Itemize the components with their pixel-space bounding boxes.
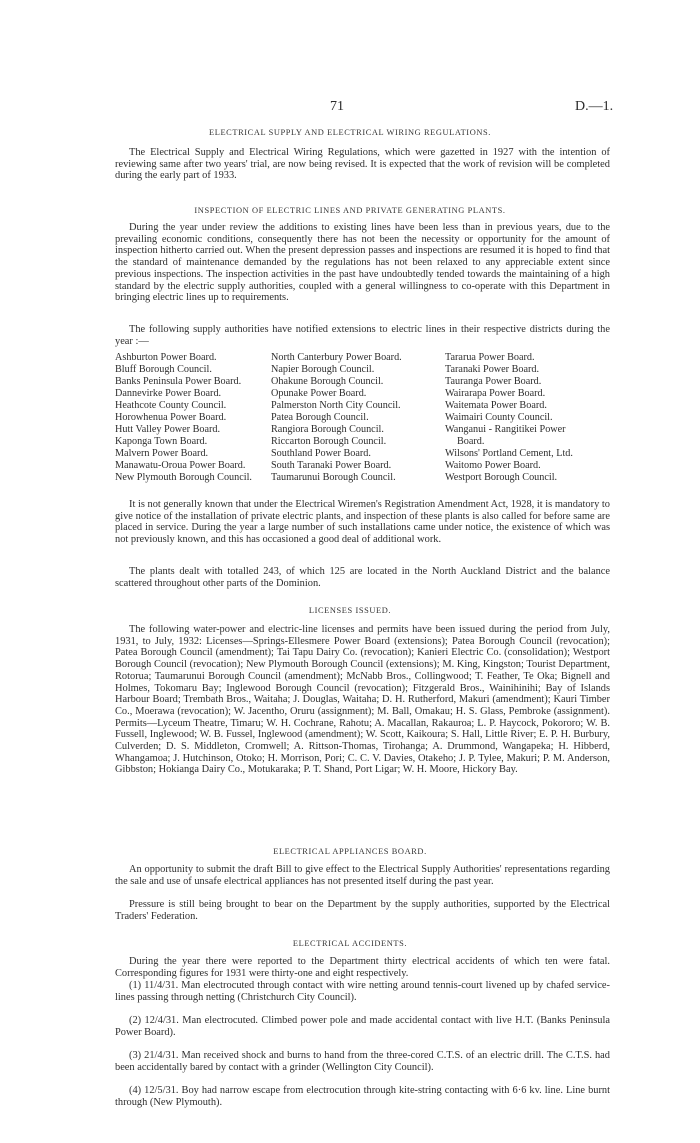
heading-accidents: ELECTRICAL ACCIDENTS. — [292, 939, 408, 948]
authority-item: Hutt Valley Power Board. — [115, 424, 221, 436]
heading-licenses: LICENSES ISSUED. — [308, 606, 392, 615]
paragraph-text: The Electrical Supply and Electrical Wiring Regulations, which were gazetted in 1927 with the intention of reviewing same after two years' trial, are now being revised. It is expected that the work of revision will be completed during the early part of 1933. — [115, 147, 610, 182]
paragraph-text: During the year there were reported to the Department thirty electrical accidents of which ten were fatal. Corresponding figures for 1931 were thirty-one and eight respectively. — [115, 956, 610, 979]
paragraph-inspection-2 — [115, 324, 610, 347]
paragraph-text: (1) 11/4/31. Man electrocuted through contact with wire netting around tennis-court livened up by chafed service-lines passing through netting (Christchurch City Council). — [115, 980, 610, 1003]
authority-item: Rangiora Borough Council. — [271, 424, 384, 436]
authority-item: Westport Borough Council. — [445, 472, 558, 484]
accident-item — [115, 980, 610, 1003]
authority-item: Southland Power Board. — [271, 448, 371, 460]
accident-item — [115, 1085, 610, 1108]
authority-item: Napier Borough Council. — [271, 364, 375, 376]
authority-item: Opunake Power Board. — [271, 388, 367, 400]
authority-item: Waimairi County Council. — [445, 412, 553, 424]
authority-item: Waitomo Power Board. — [445, 460, 541, 472]
paragraph-inspection-3 — [115, 499, 610, 546]
authorities-column-1 — [115, 352, 275, 485]
document-code: D.—1. — [575, 99, 614, 114]
authority-item: Wanganui - Rangitikei Power — [445, 424, 566, 436]
paragraph-text: The plants dealt with totalled 243, of which 125 are located in the North Auckland District and the balance scattered throughout other parts of the Dominion. — [115, 566, 610, 589]
paragraph-text: (3) 21/4/31. Man received shock and burns to hand from the three-cored C.T.S. of an electric drill. The C.T.S. had been accidentally bared by contact with a grinder (Wellington City Council). — [115, 1050, 610, 1073]
paragraph-text: (2) 12/4/31. Man electrocuted. Climbed power pole and made accidental contact with live H.T. (Banks Peninsula Power Board). — [115, 1015, 610, 1038]
authority-item: Bluff Borough Council. — [115, 364, 212, 376]
paragraph-text: It is not generally known that under the Electrical Wiremen's Registration Amendment Act, 1928, it is mandatory to give notice of the installation of private electric plants, and inspection of these plants is also called for before same are placed in service. During the year a large number of such installations came under notice, the existence of which was not previously known, and this has occasioned a good deal of additional work. — [115, 499, 610, 546]
accident-item — [115, 1015, 610, 1038]
authority-item: Waitemata Power Board. — [445, 400, 547, 412]
authority-item: Palmerston North City Council. — [271, 400, 401, 412]
authority-item: South Taranaki Power Board. — [271, 460, 392, 472]
heading-wiring-regulations: ELECTRICAL SUPPLY AND ELECTRICAL WIRING REGULATIONS. — [209, 128, 491, 137]
authority-item: Manawatu-Oroua Power Board. — [115, 460, 246, 472]
authority-item: Tauranga Power Board. — [445, 376, 542, 388]
authority-item-continued: Board. — [457, 436, 485, 448]
page-number: 71 — [330, 99, 344, 114]
paragraph-appliances-2 — [115, 899, 610, 922]
paragraph-text: The following water-power and electric-line licenses and permits have been issued during the period from July, 1931, to July, 1932: Licenses—Springs-Ellesmere Power Board (extensions); Patea Borough Council (revocation); Patea Borough Council (amendment); Tai Tapu Dairy Co. (revocation); Kanieri Electric Co. (consolidation); Westport Borough Council (revocation); New Plymouth Borough Council (extensions); M. King, Kingston; Tourist Department, Rotorua; Taumarunui Borough Council (amendment); McNabb Bros., Collingwood; T. Feather, Te Oka; Bignell and Holmes, Tokomaru Bay; Inglewood Borough Council (revocation); Fitzgerald Bros., Wainihinihi; Bay of Islands Harbour Board; Trembath Bros., Waitaha; J. Douglas, Waitaha; D. H. Rutherford, Makuri (amendment); Kauri Timber Co., Moerawa (revocation); W. Jacentho, Oruru (assignment); M. Ball, Omakau; H. S. Glass, Pembroke (assignment). Permits—Lyceum Theatre, Timaru; W. H. Cochrane, Rahotu; A. Macallan, Rakauroa; L. P. Haycock, Pokororo; W. B. Fussell, Inglewood; W. B. Fussel, Inglewood (amendment); W. Scott, Kaikoura; S. Hall, Little River; E. P. H. Burbury, Culverden; D. S. Middleton, Cromwell; A. Rittson-Thomas, Tirohanga; A. Drummond, Wangapeka; H. Hibberd, Whangamoa; J. Hutchinson, Otoko; H. Morrison, Pori; C. C. V. Davies, Otakeho; J. P. Tylee, Makuri; P. M. Anderson, Gibbston; Hokianga Dairy Co., Motukaraka; P. T. Shand, Port Ligar; W. H. Moore, Hickory Bay. — [115, 624, 610, 776]
paragraph-text: During the year under review the additions to existing lines have been less than in previous years, due to the prevailing economic conditions, consequently there has not been the necessity or opportunity for the amount of inspection hitherto carried out. When the present depression passes and inspections are resumed it is hoped to find that the standard of maintenance demanded by the regulations has not been relaxed to any appreciable extent since previous inspections. The inspection activities in the past have undoubtedly tended towards the maintaining of a high standard by the electric supply authorities, coupled with a general willingness to co-operate with this Department in bringing electric lines up to requirements. — [115, 222, 610, 304]
authority-item: Tararua Power Board. — [445, 352, 535, 363]
authority-item: Taranaki Power Board. — [445, 364, 540, 376]
authorities-column-2 — [271, 352, 441, 485]
authority-item: New Plymouth Borough Council. — [115, 472, 252, 484]
authority-item: Wairarapa Power Board. — [445, 388, 546, 400]
authority-item: Wilsons' Portland Cement, Ltd. — [445, 448, 573, 460]
paragraph-text: (4) 12/5/31. Boy had narrow escape from electrocution through kite-string contacting with 6·6 kv. line. Line burnt through (New Plymouth). — [115, 1085, 610, 1108]
authority-item: Kaponga Town Board. — [115, 436, 208, 448]
authorities-column-3 — [445, 352, 615, 485]
authority-item: Ohakune Borough Council. — [271, 376, 384, 388]
authority-item: Taumarunui Borough Council. — [271, 472, 396, 484]
paragraph-appliances-1 — [115, 864, 610, 887]
accident-item — [115, 1050, 610, 1073]
paragraph-inspection-4 — [115, 566, 610, 589]
heading-inspection: INSPECTION OF ELECTRIC LINES AND PRIVATE GENERATING PLANTS. — [194, 206, 506, 215]
authority-item: Riccarton Borough Council. — [271, 436, 387, 448]
paragraph-accidents-intro — [115, 956, 610, 979]
paragraph-licenses — [115, 624, 610, 776]
authority-item: North Canterbury Power Board. — [271, 352, 402, 363]
paragraph-inspection-1 — [115, 222, 610, 304]
paragraph-wiring-regulations — [115, 147, 610, 182]
heading-appliances-board: ELECTRICAL APPLIANCES BOARD. — [273, 847, 427, 856]
authority-item: Banks Peninsula Power Board. — [115, 376, 242, 388]
authority-item: Ashburton Power Board. — [115, 352, 217, 363]
authority-item: Dannevirke Power Board. — [115, 388, 222, 400]
authority-item: Malvern Power Board. — [115, 448, 209, 460]
paragraph-text: Pressure is still being brought to bear on the Department by the supply authorities, supported by the Electrical Traders' Federation. — [115, 899, 610, 922]
authority-item: Horowhenua Power Board. — [115, 412, 227, 424]
authority-item: Patea Borough Council. — [271, 412, 369, 424]
authority-item: Heathcote County Council. — [115, 400, 227, 412]
paragraph-text: The following supply authorities have notified extensions to electric lines in their respective districts during the year :— — [115, 324, 610, 347]
paragraph-text: An opportunity to submit the draft Bill to give effect to the Electrical Supply Authorities' representations regarding the sale and use of unsafe electrical appliances has not presented itself during the past year. — [115, 864, 610, 887]
